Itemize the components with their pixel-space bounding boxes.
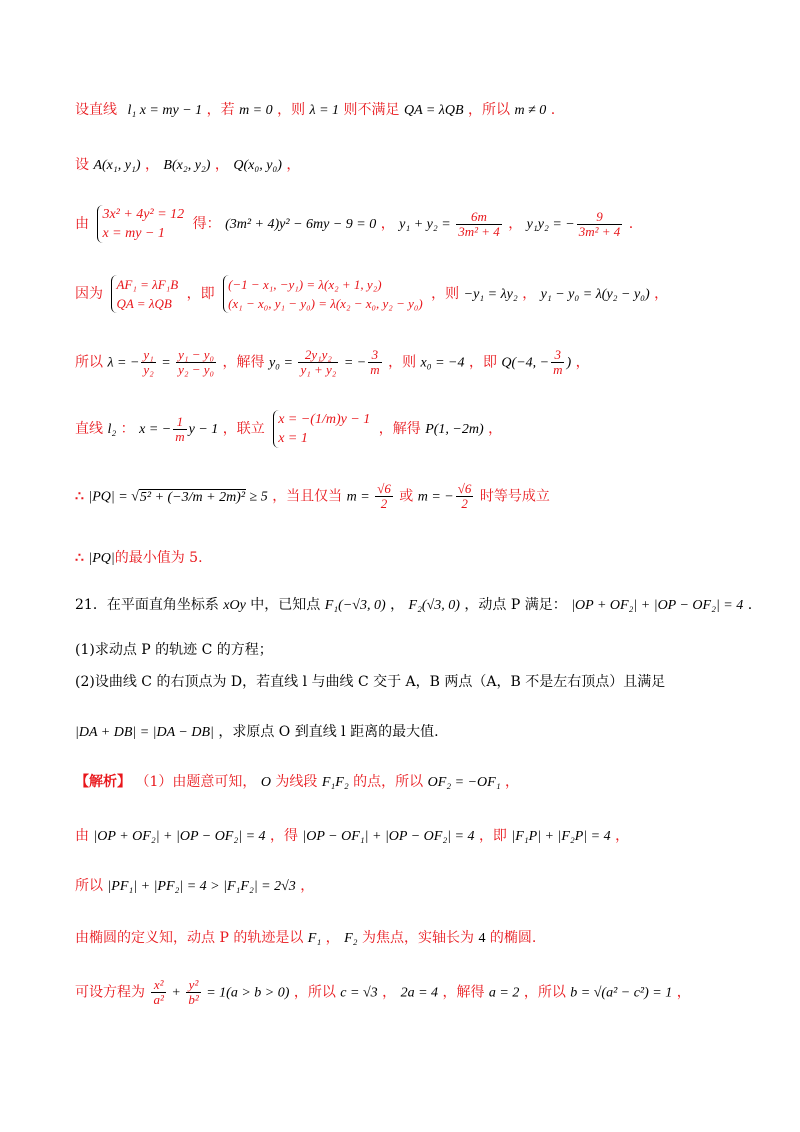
solution-line-8	[75, 548, 203, 569]
system-row: QA = λQB	[116, 296, 172, 311]
text: 的点，所以	[353, 774, 424, 790]
analysis-tag: 【解析】	[75, 774, 131, 790]
text: 中，已知点	[250, 597, 321, 613]
text: 所以	[75, 354, 103, 371]
math-expression: λ = 1	[309, 103, 340, 118]
denominator: 3m² + 4	[578, 223, 621, 239]
fraction	[173, 415, 186, 444]
math-expression: F₁F₂	[321, 775, 349, 790]
fraction	[551, 348, 564, 377]
math-expression: y₁ + y₂ =	[399, 217, 455, 232]
math-expression: |PF₁| + |PF₂| = 4 > |F₁F₂| = 2√3	[107, 879, 296, 894]
text: .	[628, 216, 634, 232]
question-21-part-2	[75, 672, 665, 692]
text: ，	[380, 216, 395, 232]
text: 由	[75, 216, 89, 232]
math-expression: a = 2	[488, 985, 520, 1001]
text: 直线	[75, 421, 103, 437]
numerator: y₁ − y₀	[178, 347, 215, 362]
text: ，	[300, 878, 315, 894]
text: 为线段	[275, 774, 318, 790]
fraction	[176, 348, 216, 377]
math-expression: |F₁P| + |F₂P| = 4	[511, 829, 611, 844]
numerator: 3	[551, 348, 564, 363]
math-expression: m = 0	[239, 103, 273, 118]
radical: √5² + (−3/m + 2m)²	[131, 489, 246, 505]
text: ，	[508, 216, 523, 232]
analysis-line-1	[75, 772, 519, 793]
text: 得：	[192, 216, 221, 232]
text: ，所以	[468, 102, 510, 118]
text: (1)求动点 P 的轨迹 C 的方程；	[75, 642, 273, 658]
numerator: y²	[186, 978, 200, 993]
text: ，所以	[523, 984, 566, 1001]
numerator: y₁	[143, 347, 154, 362]
fraction	[456, 210, 502, 239]
solution-line-1	[75, 100, 555, 121]
denominator: a²	[153, 992, 164, 1007]
math-expression: y₁y₂ = −	[526, 217, 575, 232]
math-expression: λ = −	[107, 355, 140, 371]
system-row: AF₁ = λF₁B	[116, 277, 179, 292]
numerator: 9	[577, 210, 623, 225]
text: ，	[615, 828, 630, 844]
denominator: 3m² + 4	[458, 223, 500, 239]
text: .	[550, 102, 556, 118]
question-21-stem	[75, 595, 752, 616]
analysis-line-5	[75, 978, 691, 1007]
text: ，则	[388, 354, 417, 371]
math-expression: QA = λQB	[403, 103, 464, 118]
system-row: x = my − 1	[102, 226, 165, 241]
fraction	[151, 978, 165, 1007]
math-expression: |OP − OF₁| + |OP − OF₂| = 4	[302, 829, 475, 844]
text: ，解得	[222, 354, 265, 371]
denominator: m	[175, 428, 185, 444]
fraction	[375, 482, 393, 511]
text: ，联立	[222, 421, 265, 437]
text: 因为	[75, 286, 103, 302]
question-21-part-2-cont	[75, 722, 439, 743]
solution-line-3	[75, 205, 633, 243]
math-expression: O	[260, 775, 271, 790]
math-expression: 2a = 4	[400, 985, 439, 1001]
text: ，即	[478, 828, 507, 844]
equation-system	[273, 410, 370, 448]
text: ，	[390, 597, 405, 613]
math-expression: l₂	[107, 422, 117, 437]
text: (2)设曲线 C 的右顶点为 D，若直线 l 与曲线 C 交于 A，B 两点（A，B 不是左右顶点）且满足	[75, 674, 666, 690]
math-expression: A(x₁, y₁)	[93, 158, 141, 173]
text: ，则	[431, 286, 460, 302]
math-expression: m ≠ 0	[514, 103, 547, 118]
text: ，	[144, 157, 159, 173]
math-expression: )	[566, 355, 572, 371]
text: ，	[676, 984, 691, 1001]
math-expression: x₀ = −4	[420, 355, 465, 371]
math-expression: |OP + OF₂| + |OP − OF₂| = 4	[93, 829, 266, 844]
fraction	[456, 482, 474, 511]
text: 设	[75, 157, 89, 173]
math-expression: |PQ|	[88, 551, 115, 566]
text: 由椭圆的定义知，动点 P 的轨迹是以	[75, 930, 304, 946]
system-row: x = 1	[278, 431, 308, 446]
text: ，	[325, 930, 340, 946]
numerator: x²	[151, 978, 165, 993]
math-expression: =	[157, 355, 175, 371]
solution-line-6	[75, 410, 502, 448]
denominator: 2	[380, 496, 388, 511]
denominator: y₂ − y₀	[178, 362, 215, 377]
math-expression: P(1, −2m)	[425, 422, 484, 437]
text: 或	[399, 488, 414, 505]
text: ，解得	[442, 984, 485, 1001]
text: .	[747, 597, 753, 613]
text: ，	[522, 286, 537, 302]
math-expression: = −	[340, 355, 367, 371]
text: ，若	[206, 102, 235, 118]
text: ，解得	[378, 421, 421, 437]
therefore-symbol: ∴	[75, 550, 84, 566]
math-expression: Q(−4, −	[501, 355, 550, 371]
text: 的椭圆.	[489, 930, 537, 946]
question-21-part-1	[75, 640, 273, 660]
solution-line-4	[75, 275, 668, 313]
equation-system	[97, 205, 184, 243]
math-expression: B(x₂, y₂)	[163, 158, 211, 173]
text: 21．在平面直角坐标系	[75, 597, 219, 613]
equation-system	[111, 275, 178, 313]
denominator: b²	[188, 992, 199, 1007]
math-expression: −y₁ = λy₂	[463, 287, 518, 302]
text: 设直线	[75, 102, 117, 118]
text: ，即	[468, 354, 497, 371]
math-expression: F₂	[344, 931, 358, 946]
denominator: y₁ + y₂	[300, 362, 337, 377]
math-expression: F₂(√3, 0)	[408, 598, 460, 613]
fraction	[141, 348, 155, 377]
math-expression: F₁(−√3, 0)	[324, 598, 386, 613]
analysis-line-4	[75, 928, 536, 949]
fraction	[298, 348, 338, 377]
math-expression: |PQ| =	[88, 489, 132, 505]
solution-line-2	[75, 155, 300, 176]
math-expression: l₁ x = my − 1	[127, 103, 203, 118]
text: 的最小值为 5.	[114, 550, 203, 566]
denominator: m	[370, 362, 380, 377]
math-expression: m =	[346, 489, 374, 505]
math-expression: c = √3	[340, 985, 378, 1001]
denominator: m	[553, 362, 563, 377]
numerator: √6	[377, 481, 391, 496]
math-expression: y₁ − y₀ = λ(y₂ − y₀)	[540, 287, 650, 302]
text: ，当且仅当	[272, 488, 343, 505]
text: ，	[214, 157, 229, 173]
math-expression: (3m² + 4)y² − 6my − 9 = 0	[225, 217, 377, 232]
math-expression: b = √(a² − c²) = 1	[570, 985, 673, 1001]
system-row: (−1 − x₁, −y₁) = λ(x₂ + 1, y₂)	[228, 277, 382, 292]
math-expression: = 1(a > b > 0)	[202, 985, 290, 1001]
math-expression: |DA + DB| = |DA − DB|	[75, 725, 214, 740]
text: ，	[575, 354, 590, 371]
system-row: x = −(1/m)y − 1	[278, 412, 371, 427]
text: 所以	[75, 878, 103, 894]
text: ，所以	[293, 984, 336, 1001]
math-expression: 4	[478, 931, 486, 946]
math-expression: |OP + OF₂| + |OP − OF₂| = 4	[571, 598, 744, 613]
text: ，	[654, 286, 669, 302]
text: 则不满足	[343, 102, 400, 118]
denominator: 2	[461, 496, 468, 511]
fraction	[368, 348, 381, 377]
numerator: 6m	[456, 210, 502, 225]
fraction	[186, 978, 200, 1007]
text: ，	[505, 774, 520, 790]
text: ，	[382, 984, 397, 1001]
math-expression: OF₂ = −OF₁	[427, 775, 501, 790]
analysis-line-3	[75, 876, 314, 897]
text: （1）由题意可知，	[135, 774, 257, 790]
math-expression: xOy	[223, 598, 246, 613]
numerator: √6	[457, 481, 472, 496]
numerator: 2y₁y₂	[298, 348, 338, 363]
math-expression: y₀ =	[268, 355, 297, 371]
text: ，	[488, 421, 503, 437]
math-expression: m = −	[417, 489, 454, 505]
math-expression: +	[167, 985, 185, 1001]
text: ，动点 P 满足：	[464, 597, 567, 613]
math-expression: y − 1	[188, 422, 219, 437]
math-expression: Q(x₀, y₀)	[233, 158, 282, 173]
system-row: (x₁ − x₀, y₁ − y₀) = λ(x₂ − x₀, y₂ − y₀)	[228, 296, 423, 311]
equation-system	[223, 275, 423, 313]
text: ，	[286, 157, 301, 173]
solution-line-5	[75, 348, 590, 377]
text: 可设方程为	[75, 984, 145, 1001]
solution-line-7	[75, 482, 550, 511]
text: 时等号成立	[479, 488, 550, 505]
radicand: 5² + (−3/m + 2m)²	[139, 489, 246, 505]
math-expression: F₁	[307, 931, 322, 946]
numerator: 3	[368, 348, 381, 363]
fraction	[577, 210, 623, 239]
text: 为焦点，实轴长为	[361, 930, 474, 946]
text: ，即	[186, 286, 215, 302]
text: 由	[75, 828, 89, 844]
math-expression: ≥ 5	[246, 489, 268, 505]
text: ，得	[269, 828, 298, 844]
text: ：	[120, 421, 135, 437]
numerator: 1	[173, 415, 186, 430]
analysis-line-2	[75, 826, 629, 847]
text: ，则	[277, 102, 306, 118]
math-expression: x = −	[139, 422, 172, 437]
therefore-symbol: ∴	[75, 488, 84, 505]
system-row: 3x² + 4y² = 12	[102, 207, 185, 222]
denominator: y₂	[143, 362, 154, 377]
text: ，求原点 O 到直线 l 距离的最大值.	[218, 724, 439, 740]
